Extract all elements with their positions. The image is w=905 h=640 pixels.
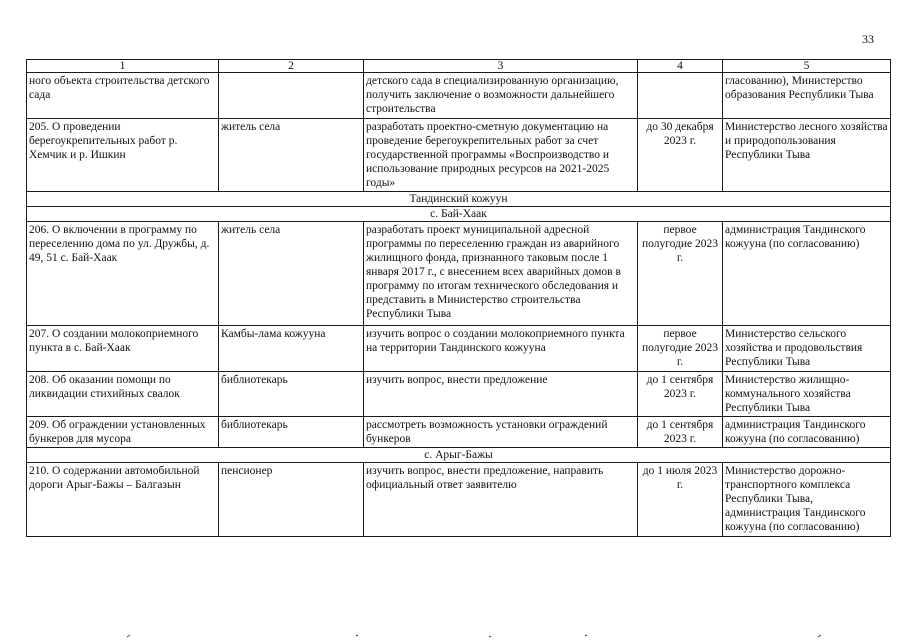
deadline-cell [638,73,723,119]
page-number: 33 [862,32,874,46]
issue-cell: 208. Об оказании помощи по ликвидации стихийных свалок [27,372,219,417]
column-header: 1 [27,60,219,73]
column-header: 2 [219,60,364,73]
initiator-cell: Камбы-лама кожууна [219,326,364,372]
resolutions-table [26,59,891,537]
column-header: 5 [723,60,891,73]
deadline-cell: первое полугодие 2023 г. [638,326,723,372]
table-row [27,326,891,372]
section-row [27,448,891,463]
table-row [27,463,891,537]
initiator-cell: библиотекарь [219,372,364,417]
responsible-cell: Министерство дорожно-транспортного комплекса Республики Тыва, администрация Тандинского кожууна (по согласованию) [723,463,891,537]
header-row [27,60,891,73]
initiator-cell: житель села [219,222,364,326]
responsible-cell: Министерство лесного хозяйства и природопользования Республики Тыва [723,119,891,192]
responsible-cell: гласованию), Министерство образования Республики Тыва [723,73,891,119]
action-cell: изучить вопрос, внести предложение [364,372,638,417]
issue-cell: ного объекта строительства детского сада [27,73,219,119]
issue-cell: 206. О включении в программу по переселению дома по ул. Дружбы, д. 49, 51 с. Бай-Хаак [27,222,219,326]
responsible-cell: Министерство сельского хозяйства и продовольствия Республики Тыва [723,326,891,372]
initiator-cell [219,73,364,119]
table-row [27,372,891,417]
section-heading: с. Бай-Хаак [27,207,891,222]
deadline-cell: до 1 июля 2023 г. [638,463,723,537]
responsible-cell: администрация Тандинского кожууна (по согласованию) [723,417,891,448]
action-cell: детского сада в специализированную организацию, получить заключение о возможности дальнейшего строительства [364,73,638,119]
deadline-cell: до 30 декабря 2023 г. [638,119,723,192]
scan-marks [0,628,905,640]
action-cell: разработать проект муниципальной адресной программы по переселению граждан из аварийного жилищного фонда, признанного таковым после 1 января 2017 г., с внесением всех аварийных домов в программу по итогам технического обследования и представить в Министерство строительства Республики Тыва [364,222,638,326]
table-row [27,417,891,448]
action-cell: разработать проектно-сметную документацию на проведение берегоукрепительных работ за счет государственной программы «Воспроизводство и использование природных ресурсов на 2021-2025 годы» [364,119,638,192]
issue-cell: 209. Об ограждении установленных бункеров для мусора [27,417,219,448]
action-cell: изучить вопрос, внести предложение, направить официальный ответ заявителю [364,463,638,537]
responsible-cell: администрация Тандинского кожууна (по согласованию) [723,222,891,326]
section-heading: Тандинский кожуун [27,192,891,207]
action-cell: изучить вопрос о создании молокоприемного пункта на территории Тандинского кожууна [364,326,638,372]
deadline-cell: первое полугодие 2023 г. [638,222,723,326]
column-header: 4 [638,60,723,73]
action-cell: рассмотреть возможность установки ограждений бункеров [364,417,638,448]
issue-cell: 205. О проведении берегоукрепительных работ р. Хемчик и р. Ишкин [27,119,219,192]
deadline-cell: до 1 сентября 2023 г. [638,372,723,417]
issue-cell: 207. О создании молокоприемного пункта в с. Бай-Хаак [27,326,219,372]
table-row [27,73,891,119]
initiator-cell: пенсионер [219,463,364,537]
section-heading: с. Арыг-Бажы [27,448,891,463]
section-row [27,207,891,222]
deadline-cell: до 1 сентября 2023 г. [638,417,723,448]
issue-cell: 210. О содержании автомобильной дороги Арыг-Бажы – Балгазын [27,463,219,537]
table-row [27,119,891,192]
initiator-cell: библиотекарь [219,417,364,448]
column-header: 3 [364,60,638,73]
table-row [27,222,891,326]
responsible-cell: Министерство жилищно-коммунального хозяйства Республики Тыва [723,372,891,417]
initiator-cell: житель села [219,119,364,192]
section-row [27,192,891,207]
